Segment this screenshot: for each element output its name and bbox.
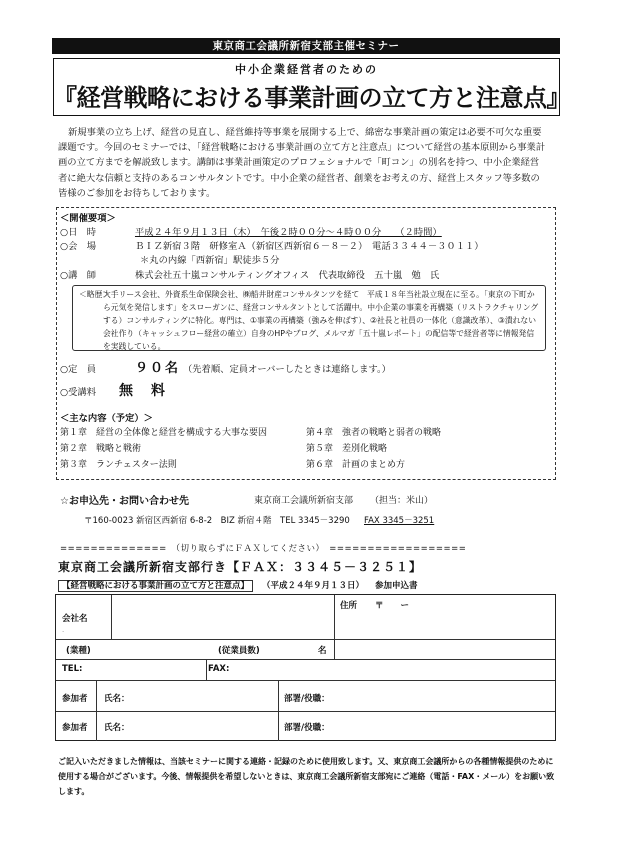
venue-row [60, 238, 484, 252]
capacity-label: ○定 員 [60, 364, 97, 375]
chapter-item: 第２章 戦略と戦術 [60, 444, 142, 454]
lecturer-label: ○講 師 [60, 270, 97, 281]
form-header-date: （平成２４年９月１３日） [261, 581, 364, 591]
contact-person: （担当：米山） [370, 496, 434, 506]
postal-code: 〒 ー [375, 601, 410, 611]
profile-text: 大手リース会社、外資系生命保険会社、㈱船井財産コンサルタンツを経て 平成１８年当社設立現在に至る。「東京の下町から元気を発信します」をスローガンに、経営コンサルタントとして活躍中。中小企業の事業を再構築（リストラクチャリングする）コンサルティングに特化。専門は、①事業の再構築（強みを伸ばす）、②社長と社員の一体化（意識改革）、③潰れない会社作り（キャッシュフロー経営の確立）自身のHPやブログ、メルマガ「五十嵐レポート」の配信等で経営者等に情報発信を実践している。 [103, 290, 539, 351]
chapter-item: 第５章 差別化戦略 [306, 444, 388, 454]
capacity-value: ９０名 [134, 361, 180, 376]
venue-note: ＊丸の内線「西新宿」駅徒歩５分 [140, 255, 280, 266]
privacy-notice: ご記入いただきました情報は、当該セミナーに関する連絡・記録のために使用致します。又、東京商工会議所からの各種情報提供のために使用する場合がございます。今後、情報提供を希望しないときは、東京商工会議所新宿支部宛にご連絡（電話・FAX・メール）をお願い致します。 [58, 757, 555, 796]
employees-field[interactable] [262, 640, 316, 658]
chapter-item: 第４章 強者の戦略と弱者の戦略 [306, 428, 442, 438]
profile-tag: ＜略歴＞ [79, 290, 111, 299]
address-label: 住所 [340, 601, 358, 611]
date-label: ○日 時 [60, 227, 97, 238]
lecturer-row [60, 267, 439, 281]
industry-field[interactable] [110, 640, 210, 658]
attendee-name-field[interactable] [134, 715, 274, 739]
contents-heading: ＜主な内容（予定）＞ [60, 413, 153, 424]
tel-field[interactable] [84, 660, 200, 678]
form-header-label: 参加申込書 [374, 581, 418, 591]
attendee-dept-field[interactable] [340, 686, 550, 710]
cut-separator: ============== （切り取らずにＦＡＸしてください） ================== [60, 544, 467, 554]
employees-unit: 名 [318, 646, 327, 656]
fax-label: FAX: [208, 664, 230, 674]
capacity-row [60, 357, 391, 376]
lecturer-profile-box [72, 285, 546, 351]
date-value: 平成２４年９月１３日（木） 午後２時００分～４時００分 （２時間） [134, 227, 442, 238]
venue-value: ＢＩＺ新宿３階 研修室Ａ（新宿区西新宿６－８－２） 電話３３４４－３０１１） [134, 241, 484, 252]
industry-label: (業種) [66, 646, 91, 656]
seminar-banner: 東京商工会議所新宿支部主催セミナー [52, 38, 560, 54]
attendee-name-label: 氏名： [104, 694, 130, 704]
subtitle: 中小企業経営者のための [235, 63, 378, 76]
attendee-dept-label: 部署/役職： [284, 694, 330, 704]
employees-label: (従業員数) [218, 646, 260, 656]
attendee-label: 参加者 [62, 694, 88, 704]
attendee-dept-field[interactable] [340, 715, 550, 739]
fax-field[interactable] [232, 660, 550, 678]
tel-label: TEL: [62, 664, 83, 674]
fee-label: ○受講料 [60, 387, 97, 398]
fax-heading: 東京商工会議所新宿支部行き【ＦＡＸ：３３４５－３２５１】 [58, 560, 423, 574]
contact-fax: FAX 3345－3251 [364, 516, 435, 526]
contact-org: 東京商工会議所新宿支部 [254, 496, 354, 506]
attendee-label: 参加者 [62, 723, 88, 733]
address-field[interactable] [336, 612, 554, 652]
chapter-item: 第３章 ランチェスター法則 [60, 460, 177, 470]
company-field[interactable] [112, 600, 330, 636]
company-label: 会社名 [62, 614, 88, 624]
intro-paragraph: 新規事業の立ち上げ、経営の見直し、経営維持等事業を展開する上で、綿密な事業計画の策定は必要不可欠な重要課題です。今回のセミナーでは、「経営戦略における事業計画の立て方と注意点」について経営の基本原則から事業計画の立て方までを解説致します。講師は事業計画策定のプロフェショナルで「町コン」の別名を持つ、中小企業経営者に絶大な信頼と支持のあるコンサルタントです。中小企業の経営者、創業をお考えの方、経営上スタッフ等多数の皆様のご参加をお待ちしております。 [58, 127, 546, 199]
date-row [60, 224, 442, 238]
details-heading: ＜開催要項＞ [60, 213, 116, 224]
page-title: 『経営戦略における事業計画の立て方と注意点』 [53, 83, 570, 112]
lecturer-value: 株式会社五十嵐コンサルティングオフィス 代表取締役 五十嵐 勉 氏 [134, 270, 440, 281]
contact-heading: ☆お申込先・お問い合わせ先 [60, 496, 189, 507]
venue-label: ○会 場 [60, 241, 97, 252]
chapter-item: 第６章 計画のまとめ方 [306, 460, 406, 470]
form-header [58, 579, 417, 591]
fee-row [60, 380, 167, 400]
contact-address: 〒160-0023 新宿区西新宿 6-8-2 BIZ 新宿４階 TEL 3345－3290 [84, 516, 350, 526]
attendee-name-label: 氏名： [104, 723, 130, 733]
fee-value: 無 料 [118, 383, 167, 399]
form-header-title: 【経営戦略における事業計画の立て方と注意点】 [58, 580, 253, 592]
capacity-note: （先着順、定員オーバーしたときは連絡します。） [182, 364, 391, 375]
attendee-dept-label: 部署/役職： [284, 723, 330, 733]
chapter-item: 第１章 経営の全体像と経営を構成する大事な要因 [60, 428, 268, 438]
attendee-name-field[interactable] [134, 686, 274, 710]
